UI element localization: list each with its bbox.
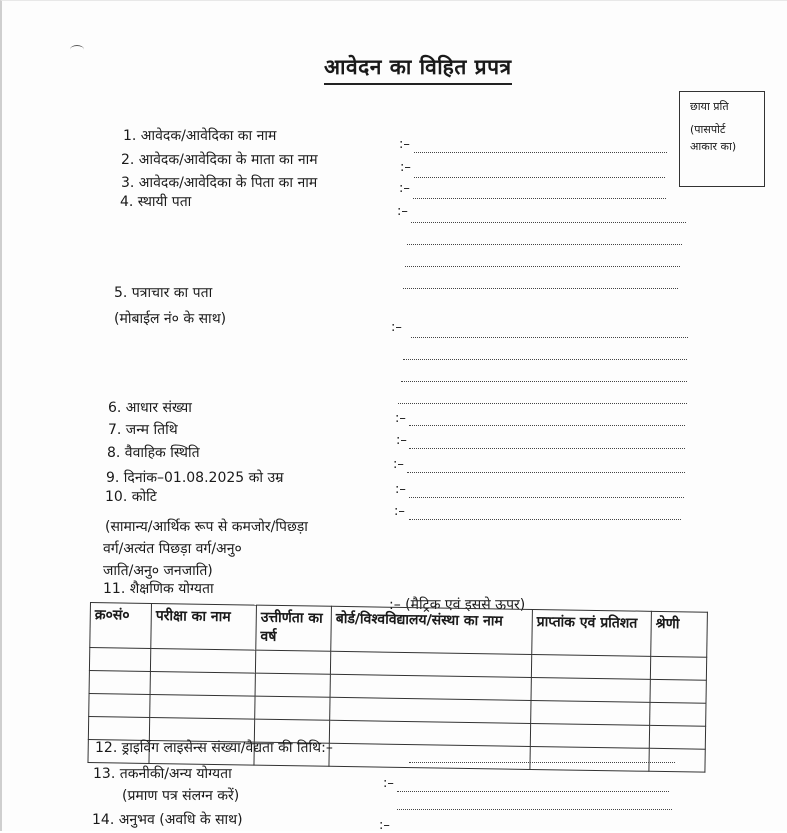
fill-line[interactable]	[403, 359, 687, 360]
field-label-age: 9. दिनांक–01.08.2025 को उम्र	[106, 470, 284, 486]
fill-line[interactable]	[397, 809, 672, 810]
photo-box-line2: (पासपोर्ट	[690, 123, 726, 136]
photo-box-line1: छाया प्रति	[690, 100, 729, 113]
field-label-marital-status: 8. वैवाहिक स्थिति	[107, 445, 200, 461]
fill-line[interactable]	[414, 177, 665, 178]
field-label-correspondence-address: 5. पत्राचार का पता	[114, 285, 213, 301]
table-cell[interactable]	[150, 694, 255, 719]
colon: :–	[389, 597, 401, 613]
field-label-category-options-3: जाति/अनु० जनजाति)	[103, 563, 213, 579]
table-cell[interactable]	[255, 673, 330, 697]
col-header-marks: प्राप्तांक एवं प्रतिशत	[532, 609, 652, 656]
field-label-applicant-name: 1. आवेदक/आवेदिका का नाम	[123, 128, 277, 144]
field-label-category-options-2: वर्ग/अत्यंत पिछड़ा वर्ग/अनु०	[103, 541, 242, 557]
table-cell[interactable]	[89, 670, 150, 694]
table-cell[interactable]	[650, 702, 706, 726]
field-label-mobile-note: (मोबाईल नं० के साथ)	[114, 311, 227, 327]
table-cell[interactable]	[329, 743, 530, 769]
form-title: आवेदन का विहित प्रपत्र	[324, 53, 512, 85]
field-label-experience: 14. अनुभव (अवधि के साथ)	[92, 812, 243, 828]
colon: :–	[399, 181, 410, 196]
colon: :–	[399, 137, 410, 152]
table-cell[interactable]	[150, 648, 255, 673]
table-cell[interactable]	[150, 671, 255, 696]
fill-line[interactable]	[409, 519, 681, 520]
col-header-year: उत्तीर्णता का वर्ष	[256, 605, 332, 651]
table-cell[interactable]	[649, 748, 705, 772]
field-label-category: 10. कोटि	[105, 489, 157, 505]
table-cell[interactable]	[530, 746, 649, 771]
field-label-mother-name: 2. आवेदक/आवेदिका के माता का नाम	[121, 152, 318, 168]
table-cell[interactable]	[530, 723, 649, 748]
field-label-father-name: 3. आवेदक/आवेदिका के पिता का नाम	[121, 175, 318, 191]
colon: :–	[395, 411, 406, 426]
table-cell[interactable]	[330, 697, 531, 723]
field-label-certificate-note: (प्रमाण पत्र संलग्न करें)	[122, 788, 240, 804]
fill-line[interactable]	[413, 198, 666, 199]
colon: :–	[321, 740, 333, 756]
table-cell[interactable]	[89, 648, 150, 672]
fill-line[interactable]	[409, 448, 685, 449]
table-cell[interactable]	[650, 656, 706, 680]
colon: :–	[400, 160, 411, 175]
fill-line[interactable]	[409, 497, 684, 498]
colon: :–	[394, 504, 405, 519]
colon: :–	[395, 482, 406, 497]
fill-line[interactable]	[407, 472, 685, 473]
field-label-dob: 7. जन्म तिथि	[108, 422, 178, 438]
education-note-text: (मैट्रिक एवं इससे ऊपर)	[405, 597, 526, 613]
fill-line[interactable]	[409, 762, 675, 763]
table-cell[interactable]	[255, 650, 330, 674]
table-cell[interactable]	[88, 716, 149, 740]
colon: :–	[396, 433, 407, 448]
field-label-technical-qualification: 13. तकनीकी/अन्य योग्यता	[93, 766, 232, 782]
colon: :–	[383, 776, 394, 791]
table-cell[interactable]	[649, 725, 705, 749]
field-label-permanent-address: 4. स्थायी पता	[120, 194, 192, 210]
colon: :–	[397, 204, 408, 219]
driving-license-text: 12. ड्राइविंग लाइसेन्स संख्या/वैद्यता की तिथि	[95, 740, 322, 756]
fill-line[interactable]	[407, 244, 682, 245]
fill-line[interactable]	[411, 222, 686, 223]
field-label-education: 11. शैक्षणिक योग्यता	[103, 581, 214, 597]
table-cell[interactable]	[329, 720, 530, 746]
table-cell[interactable]	[89, 693, 150, 717]
scan-mark	[70, 45, 84, 54]
table-cell[interactable]	[531, 700, 650, 725]
fill-line[interactable]	[403, 288, 678, 289]
colon: :–	[393, 457, 404, 472]
fill-line[interactable]	[398, 403, 687, 404]
colon: :–	[391, 320, 402, 335]
fill-line[interactable]	[401, 381, 687, 382]
fill-line[interactable]	[411, 337, 688, 338]
fill-line[interactable]	[414, 152, 667, 153]
fill-line[interactable]	[397, 791, 669, 792]
field-label-aadhaar: 6. आधार संख्या	[108, 400, 192, 416]
fill-line[interactable]	[409, 425, 685, 426]
col-header-division: श्रेणी	[651, 611, 708, 657]
table-cell[interactable]	[255, 696, 330, 720]
table-cell[interactable]	[330, 674, 531, 700]
table-cell[interactable]	[531, 677, 650, 702]
fill-line[interactable]	[405, 266, 680, 267]
photo-box-line3: आकार का)	[690, 140, 737, 153]
table-cell[interactable]	[330, 651, 531, 677]
field-label-category-options-1: (सामान्य/आर्थिक रूप से कमजोर/पिछड़ा	[105, 519, 308, 535]
col-header-exam: परीक्षा का नाम	[151, 603, 257, 650]
field-label-driving-license	[95, 739, 333, 757]
table-cell[interactable]	[650, 679, 706, 703]
table-cell[interactable]	[531, 654, 650, 679]
photo-box	[679, 91, 765, 187]
col-header-board: बोर्ड/विश्वविद्यालय/संस्था का नाम	[331, 606, 533, 654]
colon: :–	[379, 818, 390, 833]
col-header-serial: क्र०सं०	[90, 603, 152, 649]
